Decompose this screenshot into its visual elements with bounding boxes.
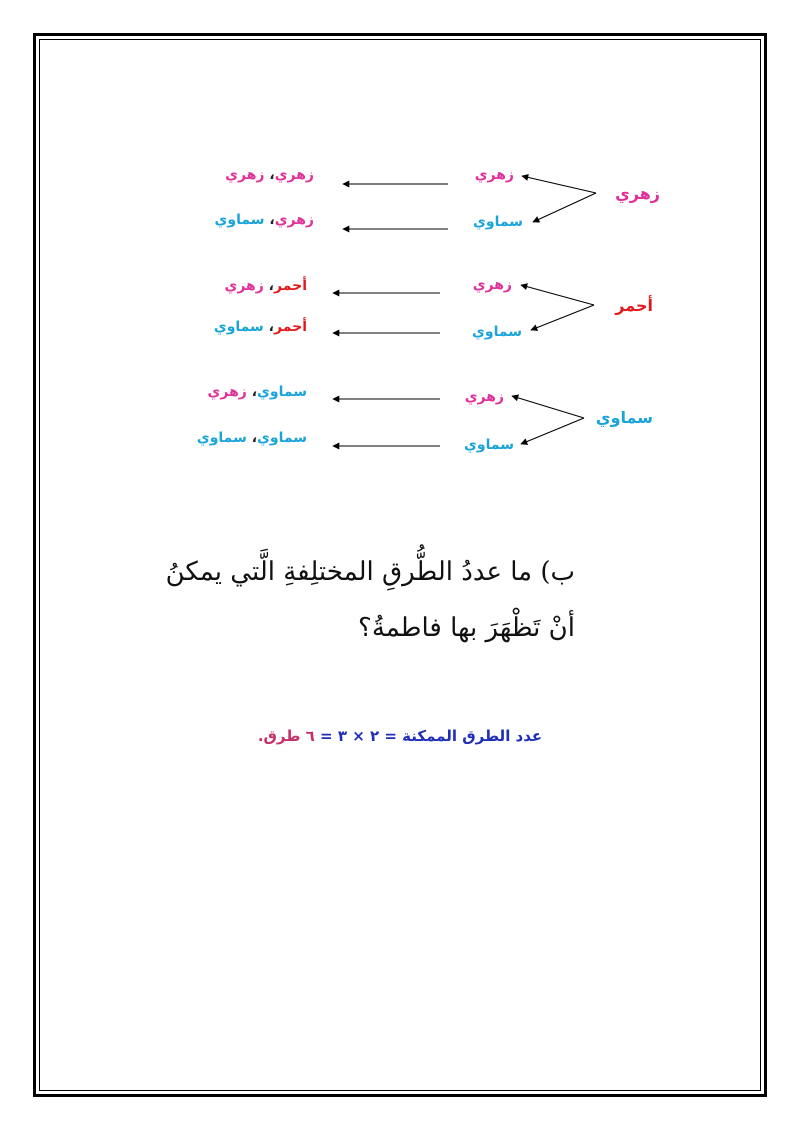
branch-label-g3-bottom: سماوي (464, 437, 514, 453)
answer-line (0, 727, 800, 745)
branch-line-g3-top (512, 396, 584, 418)
branch-label-g2-top: زهري (472, 277, 512, 293)
tree-root-g1: زهري (615, 184, 660, 203)
outcome-g2-top: أحمر، زهري (224, 278, 307, 294)
outcome-g3-top: سماوي، زهري (207, 384, 307, 400)
branch-line-g1-top (522, 176, 596, 193)
tree-root-g3: سماوي (595, 408, 653, 427)
tree-root-g2: أحمر (615, 296, 653, 315)
branch-label-g1-bottom: سماوي (473, 214, 523, 230)
outcome-g2-bottom: أحمر، سماوي (213, 319, 307, 335)
outcome-g1-bottom: زهري، سماوي (214, 212, 314, 228)
branch-label-g1-top: زهري (474, 167, 514, 183)
branch-line-g1-bottom (533, 193, 596, 222)
branch-label-g3-top: زهري (464, 389, 504, 405)
branch-line-g2-bottom (531, 305, 594, 330)
branch-line-g2-top (521, 285, 594, 305)
outcome-g3-bottom: سماوي، سماوي (196, 430, 307, 446)
branch-line-g3-bottom (521, 418, 584, 444)
answer-result: ٦ طرق. (257, 727, 321, 745)
question-line-1: ب) ما عددُ الطُّرقِ المختلِفةِ الَّتي يمكنُ (165, 557, 575, 587)
question-line-2: أنْ تَظْهَرَ بها فاطمةُ؟ (358, 613, 575, 643)
outcome-g1-top: زهري، زهري (225, 167, 314, 183)
branch-label-g2-bottom: سماوي (472, 324, 522, 340)
answer-equation: عدد الطرق الممكنة = ٢ × ٣ = (320, 727, 543, 745)
